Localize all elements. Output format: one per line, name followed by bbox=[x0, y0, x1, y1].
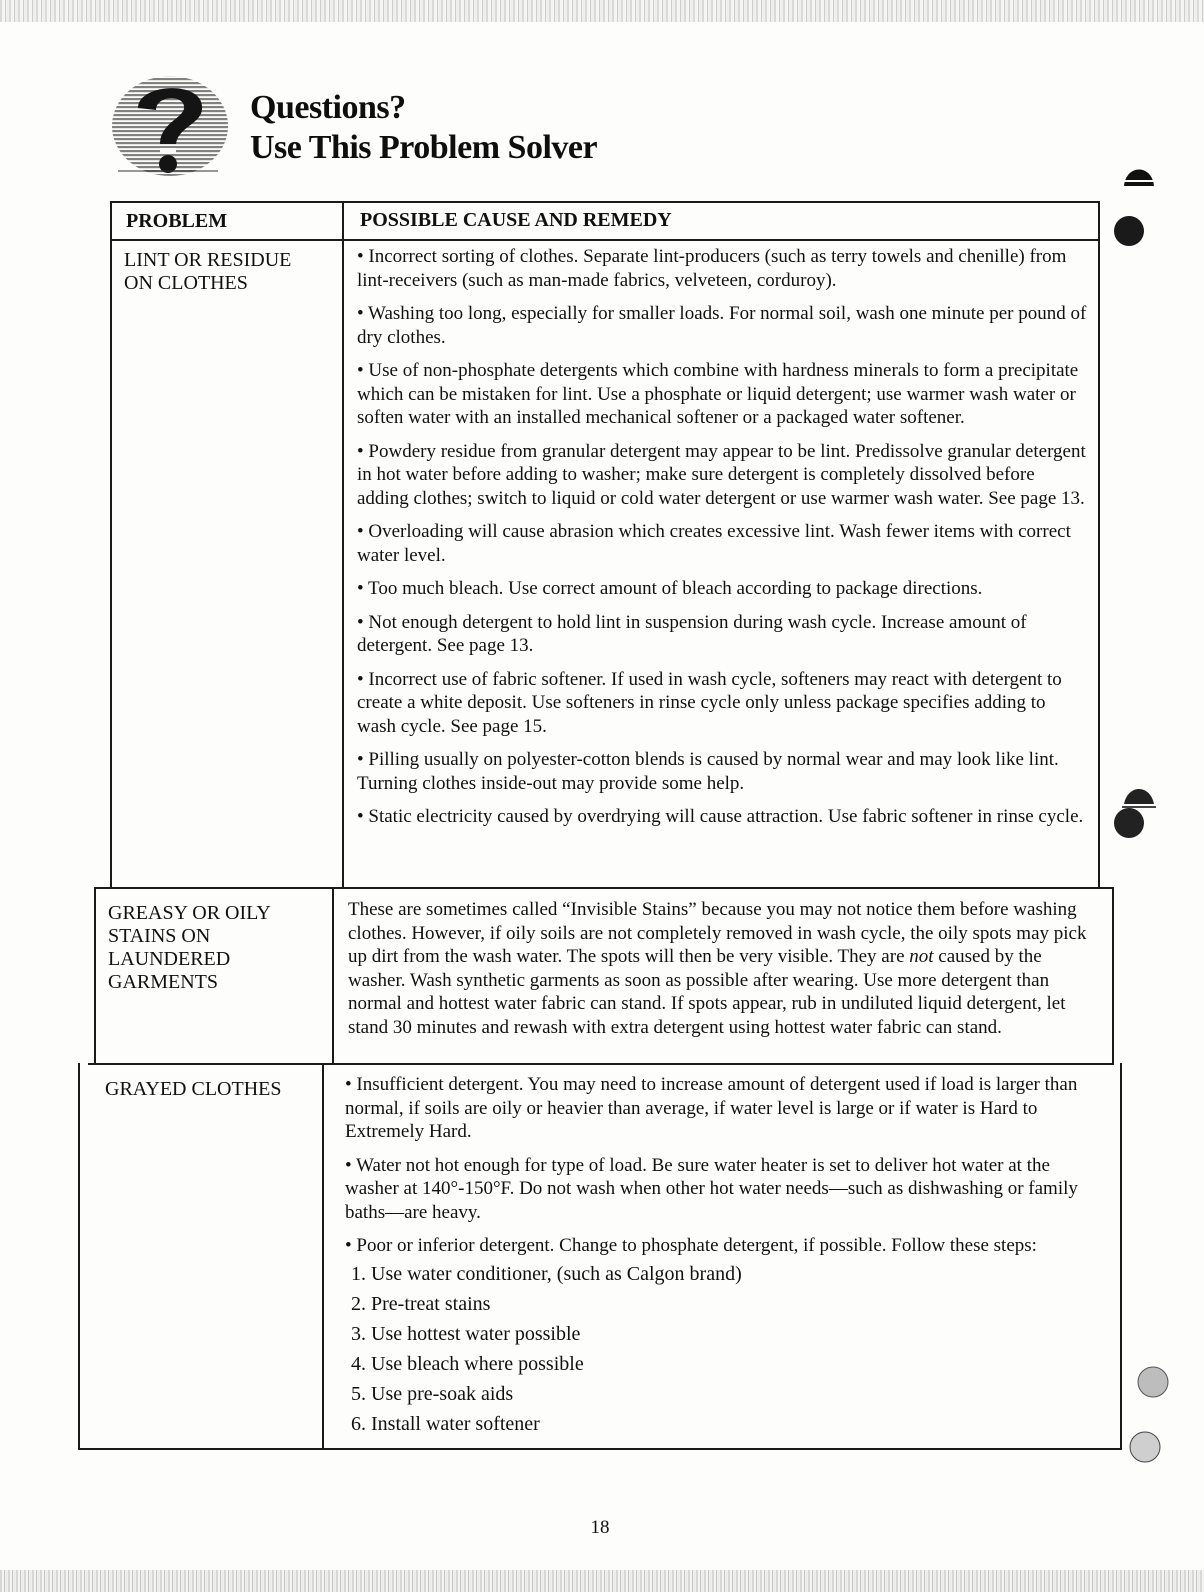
column-header-remedy: POSSIBLE CAUSE AND REMEDY bbox=[360, 209, 672, 231]
problem-greasy: GREASY OR OILY STAINS ON LAUNDERED GARMENTS bbox=[108, 902, 271, 993]
remedy-item: • Water not hot enough for type of load. Be sure water heater is set to deliver hot water at the washer at 140°-150°F. Do not wash when other hot water needs—such as dishwashing or family baths—are heavy. bbox=[345, 1154, 1078, 1223]
remedy-emphasis: not bbox=[909, 946, 934, 967]
step-item: 6. Install water softener bbox=[351, 1412, 540, 1435]
remedy-text: These are sometimes called “Invisible Stains” because you may not notice them before washing clothes. However, if oily soils are not completely removed in wash cycle, the oily spots may pick up dirt from the wash water. The spots will then be very visible. They are bbox=[348, 899, 1087, 967]
tab-marker-icon bbox=[1128, 1430, 1162, 1464]
page-title bbox=[250, 88, 597, 168]
question-mark-icon bbox=[108, 70, 238, 188]
remedy-item: • Not enough detergent to hold lint in suspension during wash cycle. Increase amount of detergent. See page 13. bbox=[357, 611, 1027, 656]
remedy-item: • Too much bleach. Use correct amount of bleach according to package directions. bbox=[357, 578, 983, 599]
remedy-paragraph bbox=[348, 898, 1100, 1039]
table-rule bbox=[1098, 201, 1100, 889]
problem-lint: LINT OR RESIDUE ON CLOTHES bbox=[124, 249, 292, 294]
remedy-greasy bbox=[348, 898, 1100, 1049]
tab-marker-icon bbox=[1112, 806, 1146, 840]
tab-marker-icon bbox=[1122, 158, 1156, 192]
step-item: 3. Use hottest water possible bbox=[351, 1322, 581, 1345]
remedy-item: • Incorrect sorting of clothes. Separate lint-producers (such as terry towels and chenille) from lint-receivers (such as man-made fabrics, velveteen, corduroy). bbox=[357, 246, 1067, 291]
table-rule bbox=[342, 201, 344, 889]
remedy-item: • Insufficient detergent. You may need to increase amount of detergent used if load is larger than normal, if soils are oily or heavier than average, if water level is large or if water is Hard to Extremely Hard. bbox=[345, 1074, 1078, 1142]
table-rule bbox=[110, 201, 112, 889]
table-rule bbox=[94, 887, 96, 1065]
remedy-text: caused by the washer. Wash synthetic garments as soon as possible after wearing. Use more detergent than normal and hottest water fabric can stand. If spots appear, rub in undiluted liquid detergent, let stand 30 minutes and rewash with extra detergent using hottest water fabric can stand. bbox=[348, 946, 1066, 1038]
step-item: 1. Use water conditioner, (such as Calgon brand) bbox=[351, 1262, 742, 1285]
scan-border-top bbox=[0, 0, 1204, 22]
remedy-item: • Washing too long, especially for smaller loads. For normal soil, wash one minute per pound of dry clothes. bbox=[357, 303, 1087, 348]
steps-list bbox=[345, 1262, 1107, 1436]
step-item: 5. Use pre-soak aids bbox=[351, 1382, 514, 1405]
step-item: 2. Pre-treat stains bbox=[351, 1292, 491, 1315]
page-number: 18 bbox=[590, 1517, 610, 1538]
column-header-problem: PROBLEM bbox=[126, 210, 228, 232]
table-rule bbox=[110, 201, 1100, 203]
table-rule bbox=[78, 1448, 1122, 1450]
remedy-item: • Incorrect use of fabric softener. If used in wash cycle, softeners may react with detergent to create a white deposit. Use softeners in rinse cycle only unless package specifies adding to wash cycle. See page 15. bbox=[357, 668, 1062, 737]
table-rule bbox=[1120, 1063, 1122, 1450]
remedy-item: • Pilling usually on polyester-cotton blends is caused by normal wear and may look like lint. Turning clothes inside-out may provide some help. bbox=[357, 749, 1059, 794]
table-rule bbox=[332, 887, 334, 1065]
remedy-item: • Static electricity caused by overdrying will cause attraction. Use fabric softener in rinse cycle. bbox=[357, 806, 1084, 827]
remedy-lint bbox=[357, 245, 1087, 839]
table-rule bbox=[322, 1063, 324, 1450]
remedy-grayed bbox=[345, 1073, 1107, 1442]
remedy-item: • Powdery residue from granular detergent may appear to be lint. Predissolve granular detergent in hot water before adding to washer; make sure detergent is completely dissolved before adding clothes; switch to liquid or cold water detergent or use warmer wash water. See page 13. bbox=[357, 440, 1086, 509]
title-line-2: Use This Problem Solver bbox=[250, 129, 598, 166]
problem-grayed: GRAYED CLOTHES bbox=[105, 1078, 282, 1100]
table-rule bbox=[110, 239, 1100, 241]
scan-border-bottom bbox=[0, 1570, 1204, 1592]
step-item: 4. Use bleach where possible bbox=[351, 1352, 584, 1375]
table-rule bbox=[88, 1063, 1114, 1065]
remedy-item: • Poor or inferior detergent. Change to phosphate detergent, if possible. Follow these steps: bbox=[345, 1235, 1037, 1256]
table-rule bbox=[94, 887, 1112, 889]
remedy-item: • Overloading will cause abrasion which creates excessive lint. Wash fewer items with correct water level. bbox=[357, 521, 1071, 566]
tab-marker-icon bbox=[1136, 1365, 1170, 1399]
table-rule bbox=[1112, 887, 1114, 1065]
title-line-1: Questions? bbox=[250, 89, 406, 126]
remedy-item: • Use of non-phosphate detergents which combine with hardness minerals to form a precipitate which can be mistaken for lint. Use a phosphate or liquid detergent; use warmer wash water or soften water with an installed mechanical softener or a packaged water softener. bbox=[357, 360, 1079, 428]
tab-marker-icon bbox=[1112, 214, 1146, 248]
table-rule bbox=[78, 1063, 80, 1450]
